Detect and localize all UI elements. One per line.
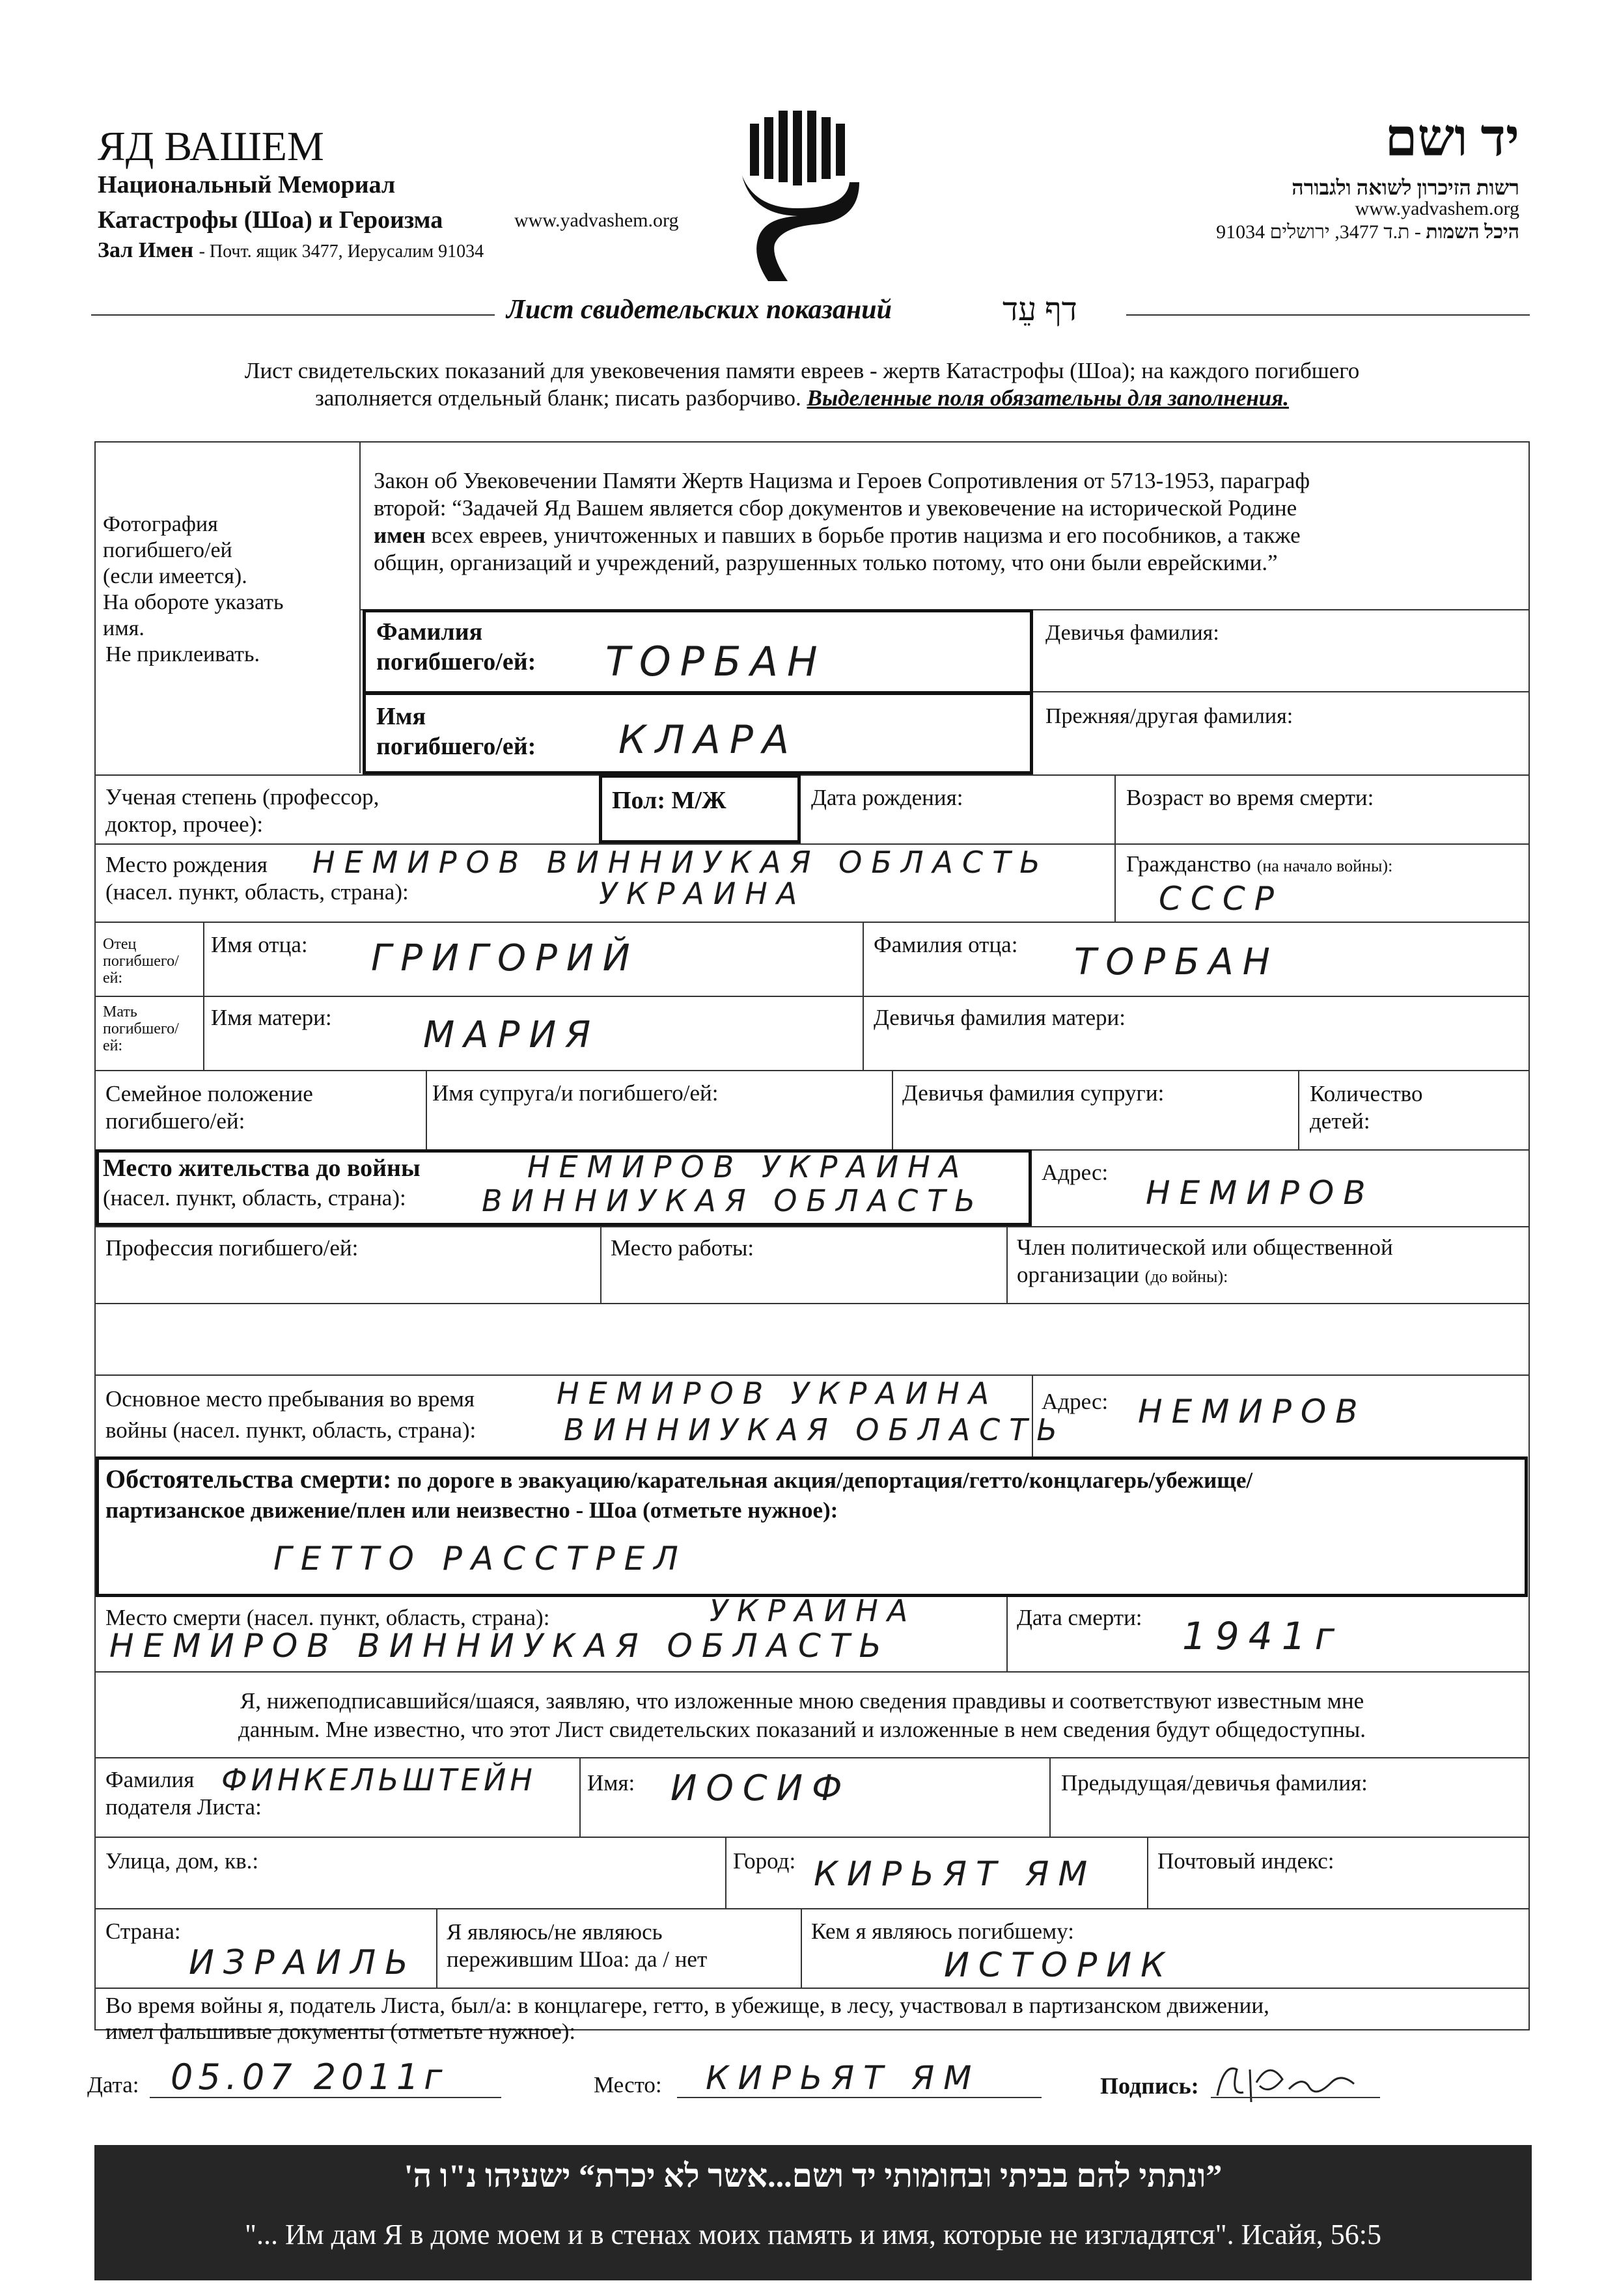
degree-label [105, 784, 379, 838]
father-side-label [103, 936, 179, 987]
death-circumstances-value: ГЕТТО РАССТРЕЛ [273, 1540, 687, 1578]
submitter-prev-surname-label: Предыдущая/девичья фамилия: [1061, 1770, 1368, 1796]
children-label-1: Количество [1310, 1081, 1423, 1106]
death-date-label: Дата смерти: [1017, 1605, 1142, 1630]
father-surname-value: ТОРБАН [1074, 941, 1279, 983]
victim-surname-label-1: Фамилия [376, 618, 483, 646]
residence-label-2: (насел. пункт, область, страна): [103, 1185, 406, 1210]
photo-line-3: (если имеется). [103, 564, 247, 588]
children-label [1310, 1080, 1422, 1135]
law-text [374, 467, 1310, 577]
org-subtitle-ru-1: Национальный Мемориал [98, 171, 396, 198]
degree-label-1: Ученая степень (профессор, [105, 784, 380, 810]
degree-label-2: доктор, прочее): [105, 812, 264, 837]
submitter-name-label: Имя: [587, 1770, 635, 1796]
relation-label: Кем я являюсь погибшему: [811, 1919, 1074, 1944]
country-value: ИЗРАИЛЬ [189, 1943, 417, 1982]
photo-line-1: Фотография [103, 512, 218, 536]
address-row-top-rule [94, 1837, 1530, 1838]
quote-banner [94, 2145, 1532, 2280]
spouse-maiden-divider [892, 1070, 893, 1149]
sign-place-rule [677, 2097, 1042, 2098]
intro-line-2-plain: заполняется отдельный бланк; писать разборчиво. [314, 385, 801, 411]
sign-date-value: 05.07 2011г [171, 2057, 448, 2098]
age-divider [1114, 774, 1116, 922]
org-subtitle-ru-2: Катастрофы (Шоа) и Героизма [98, 206, 443, 234]
declaration-line-1: Я, нижеподписавшийся/шаяся, заявляю, что изложенные мною сведения правдивы и соответствуют известным мне [240, 1688, 1364, 1714]
submitter-name-divider [579, 1757, 581, 1837]
website-right: www.yadvashem.org [1355, 198, 1519, 219]
other-surname-top-rule [1033, 691, 1530, 692]
submitter-wartime-text [105, 1993, 1269, 2045]
intro-line-2 [0, 385, 1604, 411]
survivor-label-1: Я являюсь/не являюсь [447, 1919, 663, 1945]
submitter-surname-label-1: Фамилия [105, 1767, 195, 1792]
profession-label: Профессия погибшего/ей: [105, 1235, 359, 1261]
sign-place-label: Место: [594, 2072, 662, 2098]
victim-firstname-value: КЛАРА [618, 717, 798, 763]
hall-line-ru [98, 238, 484, 263]
victim-surname-value: ТОРБАН [605, 638, 827, 685]
declaration-text [0, 1687, 1604, 1744]
photo-box[interactable] [103, 512, 284, 668]
photo-line-6: Не приклеивать. [105, 642, 260, 666]
law-line-3-rest: всех евреев, уничтоженных и павших в борьбе против нацизма и его пособников, а также [431, 523, 1301, 548]
wartime-label-2: войны (насел. пункт, область, страна): [105, 1417, 477, 1443]
father-name-value: ГРИГОРИЙ [371, 937, 639, 979]
submitter-wartime-top-rule [94, 1988, 1530, 1989]
signature-rule [1211, 2097, 1380, 2098]
intro-line-2-emphasis: Выделенные поля обязательны для заполнения. [807, 385, 1290, 411]
member-note: (до войны): [1144, 1267, 1228, 1286]
mother-side-1: Мать [103, 1004, 137, 1020]
degree-row-top-rule [94, 774, 1530, 776]
death-place-label: Место смерти (насел. пункт, область, страна): [105, 1605, 550, 1630]
death-circ-line-1 [105, 1464, 1252, 1496]
submitter-prev-divider [1049, 1757, 1051, 1837]
spouse-label: Имя супруга/и погибшего/ей: [432, 1080, 719, 1106]
birthplace-label-2: (насел. пункт, область, страна): [105, 879, 409, 905]
org-title-he: יד ושם [1385, 110, 1519, 167]
wartime-label-1: Основное место пребывания во время [105, 1386, 475, 1412]
residence-label [103, 1153, 421, 1213]
death-place-value-1: УКРАИНА [710, 1593, 917, 1628]
mother-side-2: погибшего/ [103, 1020, 179, 1037]
citizenship-value: СССР [1159, 880, 1283, 918]
wartime-value-1: НЕМИРОВ УКРАИНА [557, 1376, 999, 1411]
law-line-1: Закон об Увековечении Памяти Жертв Нацизма и Героев Сопротивления от 5713-1953, параграф [374, 468, 1310, 493]
wartime-value-2: ВИННИУКАЯ ОБЛАСТЬ [564, 1412, 1066, 1447]
citizenship-note: (на начало войны): [1256, 856, 1393, 875]
spouse-divider [426, 1070, 427, 1149]
sex-label: Пол: М/Ж [612, 787, 726, 814]
photo-line-4: На обороте указать [103, 590, 284, 614]
father-surname-label: Фамилия отца: [874, 932, 1018, 957]
form-title-ru: Лист свидетельских показаний [506, 295, 892, 325]
submitter-name-value: ИОСИФ [671, 1768, 851, 1809]
citizenship-label [1126, 851, 1392, 877]
residence-address-label: Адрес: [1042, 1160, 1109, 1185]
quote-russian: "... Им дам Я в доме моем и в стенах моих память и имя, которые не изгладятся". Исайя, 56:5 [245, 2219, 1381, 2250]
marital-label [105, 1080, 313, 1135]
mother-name-label: Имя матери: [211, 1005, 332, 1030]
victim-firstname-label [376, 702, 536, 761]
victim-surname-label [376, 617, 536, 677]
hall-address-ru: - Почт. ящик 3477, Иерусалим 91034 [199, 241, 484, 262]
death-circumstances-label [105, 1464, 1252, 1525]
website-left: www.yadvashem.org [514, 210, 679, 231]
submitter-surname-value: ФИНКЕЛЬШТЕЙН [221, 1762, 536, 1797]
title-rule-right [1126, 314, 1530, 316]
spouse-maiden-label: Девичья фамилия супруги: [902, 1080, 1165, 1106]
member-divider [1006, 1226, 1008, 1303]
work-row-bottom-rule [94, 1303, 1530, 1304]
dob-label: Дата рождения: [811, 785, 963, 810]
country-row-top-rule [94, 1908, 1530, 1909]
father-side-1: Отец [103, 936, 137, 953]
survivor-divider [436, 1908, 437, 1988]
father-name-label: Имя отца: [211, 932, 308, 957]
submitter-surname-label-2: подателя Листа: [105, 1794, 262, 1820]
residence-label-1: Место жительства до войны [103, 1155, 421, 1182]
law-line-3 [374, 522, 1310, 549]
mother-row-top-rule [94, 996, 1530, 997]
father-row-top-rule [94, 922, 1530, 923]
wartime-address-divider [1032, 1374, 1033, 1456]
country-label: Страна: [105, 1919, 181, 1944]
member-label [1017, 1234, 1393, 1291]
death-date-divider [1006, 1597, 1008, 1671]
member-label-2: организации [1017, 1262, 1139, 1287]
death-date-value: 1941г [1182, 1614, 1344, 1658]
workplace-divider [600, 1226, 602, 1303]
victim-other-surname-label: Прежняя/другая фамилия: [1045, 704, 1293, 728]
children-label-2: детей: [1310, 1108, 1370, 1134]
org-subtitle-he: רשות הזיכרון לשואה ולגבורה [1292, 176, 1519, 199]
city-value: КИРЬЯТ ЯМ [814, 1855, 1097, 1894]
law-line-3-bold: имен [374, 523, 426, 548]
quote-hebrew: ”ונתתי להם בביתי ובחומותי יד ושם...אשר לא יכרת“ ישעיהו נ"ו ה' [404, 2157, 1223, 2194]
hall-of-names-ru: Зал Имен [98, 238, 194, 262]
mother-name-value: МАРИЯ [423, 1014, 600, 1056]
postal-divider [1147, 1837, 1148, 1908]
wartime-address-value: НЕМИРОВ [1138, 1393, 1367, 1430]
family-row-top-rule [94, 1070, 1530, 1071]
death-circ-title: Обстоятельства смерти: [105, 1464, 392, 1494]
marital-label-1: Семейное положение [105, 1081, 313, 1106]
death-circ-options-1: по дороге в эвакуацию/карательная акция/депортация/гетто/концлагерь/убежище/ [397, 1468, 1253, 1493]
birthplace-label-1: Место рождения [105, 852, 268, 877]
member-label-1: Член политической или общественной [1017, 1235, 1393, 1260]
law-line-2: второй: “Задачей Яд Вашем является сбор документов и увековечение на исторической Родине [374, 495, 1297, 521]
title-rule-left [91, 314, 495, 316]
victim-surname-label-2: погибшего/ей: [376, 648, 536, 676]
marital-label-2: погибшего/ей: [105, 1108, 245, 1134]
relation-divider [801, 1908, 802, 1988]
photo-divider [359, 441, 361, 773]
mother-side-label [103, 1004, 179, 1054]
intro-line-1: Лист свидетельских показаний для увековечения памяти евреев - жертв Катастрофы (Шоа); на каждого погибшего [244, 358, 1360, 383]
birthplace-value-1: НЕМИРОВ ВИННИУКАЯ ОБЛАСТЬ [312, 845, 1049, 880]
children-divider [1298, 1070, 1299, 1149]
work-row-top-rule [94, 1226, 1530, 1227]
residence-value-2: ВИННИУКАЯ ОБЛАСТЬ [482, 1183, 984, 1218]
birthplace-value-2: УКРАИНА [599, 876, 807, 911]
mother-side-3: ей: [103, 1037, 123, 1054]
death-place-value-2: НЕМИРОВ ВИННИУКАЯ ОБЛАСТЬ [109, 1627, 891, 1665]
photo-line-5: имя. [103, 616, 145, 640]
form-title-he: דף עֵד [1002, 291, 1077, 327]
city-label: Город: [733, 1848, 796, 1874]
workplace-label: Место работы: [611, 1235, 754, 1261]
death-circ-options-2: партизанское движение/плен или неизвестно - Шоа (отметьте нужное): [105, 1497, 838, 1523]
submitter-row-top-rule [94, 1757, 1530, 1758]
residence-address-value: НЕМИРОВ [1146, 1174, 1375, 1212]
relation-value: ИСТОРИК [944, 1946, 1174, 1985]
law-line-4: общин, организаций и учреждений, разрушенных только потому, что они были еврейскими.” [374, 550, 1278, 575]
declaration-top-rule [94, 1671, 1530, 1673]
city-divider [725, 1837, 726, 1908]
victim-firstname-label-1: Имя [376, 703, 426, 730]
sign-place-value: КИРЬЯТ ЯМ [706, 2059, 981, 2097]
residence-value-1: НЕМИРОВ УКРАИНА [527, 1149, 969, 1184]
survivor-label [447, 1919, 707, 1973]
hall-line-he [1216, 221, 1519, 243]
submitter-wartime-line-2: имел фальшивые документы (отметьте нужное): [105, 2019, 576, 2044]
hall-address-he: - ת.ד 3477, ירושלים 91034 [1216, 221, 1421, 243]
wartime-address-label: Адрес: [1042, 1389, 1109, 1414]
org-title-ru: ЯД ВАШЕМ [98, 123, 324, 169]
citizenship-label-text: Гражданство [1126, 851, 1251, 877]
victim-firstname-label-2: погибшего/ей: [376, 733, 536, 760]
submitter-wartime-line-1: Во время войны я, податель Листа, был/а: в концлагере, гетто, в убежище, в лесу, участвовал в партизанском движении, [105, 1993, 1269, 2018]
postal-label: Почтовый индекс: [1157, 1848, 1334, 1874]
father-side-2: погибшего/ [103, 953, 179, 970]
member-label-2-line [1017, 1261, 1393, 1291]
age-label: Возраст во время смерти: [1126, 785, 1374, 810]
street-label: Улица, дом, кв.: [105, 1848, 259, 1874]
sign-date-label: Дата: [87, 2072, 139, 2098]
declaration-line-2: данным. Мне известно, что этот Лист свидетельских показаний и изложенные в нем сведения будут общедоступны. [238, 1717, 1366, 1742]
mother-maiden-label: Девичья фамилия матери: [874, 1005, 1126, 1030]
hall-of-names-he: היכל השמות [1426, 221, 1519, 243]
sign-date-rule [150, 2097, 501, 2098]
victim-maiden-label: Девичья фамилия: [1045, 621, 1219, 645]
signature-mark [1211, 2057, 1361, 2109]
father-side-3: ей: [103, 970, 123, 987]
yad-vashem-logo [736, 111, 866, 286]
survivor-label-2: пережившим Шоа: да / нет [447, 1947, 708, 1972]
photo-line-2: погибшего/ей [103, 538, 232, 562]
wartime-label [105, 1384, 476, 1446]
signature-label: Подпись: [1100, 2073, 1199, 2099]
